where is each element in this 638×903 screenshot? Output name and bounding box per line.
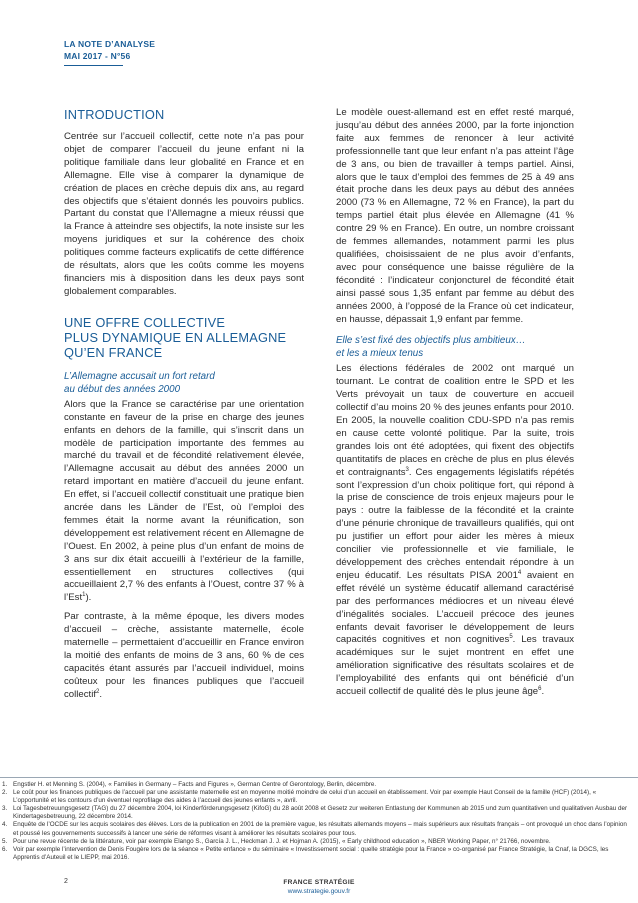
footnote	[2, 838, 630, 846]
paragraph-text: Les élections fédérales de 2002 ont marqué un tournant. Le contrat de coalition entre le SPD et les Verts prévoyait un taux de couverture en accueil collectif d’au moins 20 % des jeunes enfants pour 2010. En 2005, la nouvelle coalition CDU-SPD n’a pas remis en cause cette volonté politique. Par la suite, trois grandes lois ont été adoptées, qui fixent des objectifs quantitatifs de places en crèche de plus en plus élevés et contraignants	[336, 363, 574, 478]
paragraph-text-end: .	[541, 686, 545, 698]
footnote-ref[interactable]: 6	[538, 685, 542, 692]
footnote	[2, 846, 630, 862]
section-heading-line-3: QU’EN FRANCE	[64, 344, 163, 360]
footnotes	[2, 781, 630, 862]
footnote-number: 6.	[2, 845, 8, 853]
footnote-ref[interactable]: 4	[517, 569, 522, 576]
body-paragraph	[64, 611, 304, 701]
footnote	[2, 789, 630, 805]
right-column	[336, 107, 574, 699]
subheading-line-2: au début des années 2000	[64, 383, 181, 395]
subheading-line-1: L’Allemagne accusait un fort retard	[64, 370, 215, 382]
header-rule	[64, 65, 123, 66]
footnote-ref[interactable]: 1	[82, 592, 86, 599]
section-heading	[64, 315, 304, 360]
footnote-number: 2.	[2, 789, 8, 797]
footnote-text: Enquête de l’OCDE sur les acquis scolaires des élèves. Lors de la publication en 2001 de la première vague, les résultats allemands moyens – mais supérieurs aux résultats français – ont provoqué un choc dans l’opinion et poussé les gouvernements successifs à lancer une série de réformes visant à améliorer les résultats scolaires pour tous.	[13, 821, 627, 837]
publication-title: LA NOTE D’ANALYSE	[64, 39, 156, 49]
body-paragraph	[336, 363, 574, 699]
running-header	[64, 38, 155, 66]
body-paragraph: Le modèle ouest-allemand est en effet resté marqué, jusqu’au début des années 2000, par la forte injonction faite aux femmes de renoncer à leur activité professionnelle tant que leur enfant n’a pas atteint l’âge de 3 ans, ou bien de travailler à temps partiel. Ainsi, alors que le taux d’emploi des femmes de 25 à 49 ans était proche dans les deux pays au début des années 2000 (73 % en Allemagne, 72 % en France), la part du temps partiel était plus élevée en Allemagne (41 % contre 29 % en France). En outre, un nombre croissant de femmes allemandes, notamment parmi les plus qualifiées, choisissaient de ne plus avoir d’enfants, avec pour conséquence une baisse régulière de la fécondité : l’indicateur conjoncturel de fécondité était ainsi passé sous 1,35 enfant par femme au début des années 2000, à l’opposé de la France où cet indicateur, en hausse, dépassait 1,9 enfant par femme.	[336, 107, 574, 325]
paragraph-text: Alors que la France se caractérise par une orientation constante en faveur de la prise en charge des jeunes enfants en dehors de la famille, qui s’inscrit dans un modèle de participation importante des femmes au marché du travail et de fécondité relativement élevée, l’Allemagne accusait au début des années 2000 un retard important en matière d’accueil du jeune enfant. En effet, si l’accueil collectif constituait une pratique bien ancrée dans les Länder de l’Est, où l’emploi des femmes était la norme avant la réunification, son développement est relativement récent en Allemagne de l’Ouest. En 2002, à peine plus d’un enfant de moins de 3 ans sur dix était accueilli à l’extérieur de la famille, essentiellement en structures collectives (qui accueillaient 2,7 % des enfants à l’Ouest, contre 37 % à l’Est	[64, 398, 304, 604]
paragraph-text-end: ).	[85, 592, 92, 604]
footnote	[2, 781, 630, 789]
footnote-number: 4.	[2, 821, 8, 829]
page-number: 2	[64, 878, 68, 885]
paragraph-text: avaient en effet révélé un système éducatif allemand caractérisé par des performances médiocres et un niveau élevé d’inégalités sociales. L’accueil précoce des jeunes enfants devait favoriser le développement de leurs capacités cognitives et non cognitives	[336, 569, 574, 646]
footnote-text: Engstler H. et Menning S. (2004), « Families in Germany – Facts and Figures », German Centre of Gerontology, Berlin, décembre.	[13, 781, 377, 788]
footnote-number: 1.	[2, 781, 8, 788]
publication-issue: MAI 2017 - N°56	[64, 51, 131, 61]
footnote-ref[interactable]: 3	[405, 466, 409, 473]
subheading-objectives	[336, 334, 574, 360]
subheading-line-2: et les a mieux tenus	[336, 348, 424, 360]
paragraph-text: Par contraste, à la même époque, les divers modes d’accueil – crèche, assistante maternelle, école maternelle – permettaient d’accueillir en France environ la moitié des enfants de moins de 3 ans, 60 % de ces capacités étant assurés par l’accueil individuel, moins coûteux pour les finances publiques que l’accueil collectif	[64, 611, 304, 700]
footnote-ref[interactable]: 5	[509, 634, 513, 641]
section-heading-line-2: PLUS DYNAMIQUE EN ALLEMAGNE	[64, 329, 287, 345]
subheading-line-1: Elle s’est fixé des objectifs plus ambitieux…	[336, 335, 526, 347]
footnote-number: 3.	[2, 805, 8, 813]
footnote-text: Loi Tagesbetreuungsgesetz (TAG) du 27 décembre 2004, loi Kinderförderungsgesetz (KifoG) du 28 août 2008 et Gesetz zur weiteren Entlastung der Kommunen ab 2015 und zum quantitativen und qualitativen Ausbau der Kindertagesbetreuung, 22 décembre 2014.	[13, 805, 628, 821]
left-column	[64, 107, 304, 702]
paragraph-text-end: .	[99, 688, 103, 700]
publisher-name: FRANCE STRATÉGIE	[283, 879, 355, 886]
introduction-heading: INTRODUCTION	[64, 107, 165, 122]
footnotes-divider	[0, 777, 638, 778]
footnote-text: Voir par exemple l’intervention de Denis Fougère lors de la séance « Petite enfance » du séminaire « Investissement social : quelle stratégie pour la France » co-organisé par France Stratégie, la Cnaf, la DGCS, les Apprentis d’Auteuil et le LIEPP, mai 2016.	[13, 845, 609, 861]
paragraph-text: . Ces engagements législatifs répétés sont l’expression d’un choix politique fort, qui répond à la prise de conscience de trois enjeux majeurs pour le pays : outre la faiblesse de la fécondité et la crainte d’une pénurie chronique de travailleurs qualifiés, qui ont pu justifier un effort pour aider les mères à mieux concilier vie professionnelle et vie familiale, le développement des crèches entendait répondre à un enjeu éducatif. Les résultats PISA 2001	[336, 466, 574, 581]
section-heading-line-1: UNE OFFRE COLLECTIVE	[64, 314, 226, 330]
paragraph-text: . Les travaux académiques sur le sujet montrent en effet une amélioration significative des résultats scolaires et de l’employabilité des enfants qui ont bénéficié d’un accueil collectif de qualité dès le plus jeune âge	[336, 634, 574, 698]
publisher-footer	[0, 878, 638, 896]
body-paragraph	[64, 399, 304, 606]
footnote-ref[interactable]: 2	[96, 688, 100, 695]
footnote	[2, 805, 630, 821]
subheading-germany-delay	[64, 370, 304, 396]
publisher-url-link[interactable]: www.strategie.gouv.fr	[287, 888, 351, 895]
introduction-paragraph: Centrée sur l’accueil collectif, cette note n’a pas pour objet de comparer l’accueil du jeune enfant ni la politique familiale dans leur globalité en France et en Allemagne. Elle vise à comparer la dynamique de création de places en crèche depuis dix ans, au regard des objectifs que s’étaient donnés les pouvoirs publics. Partant du constat que l’Allemagne a mieux réussi que la France à atteindre ses objectifs, la note insiste sur les moyens juridiques et sur la cohérence des choix politiques comme facteurs explicatifs de cette différence de résultats, alors que les coûts comme les moyens financiers mis à disposition dans les deux pays sont globalement comparables.	[64, 131, 304, 297]
footnote-text: Pour une revue récente de la littérature, voir par exemple Elango S., García J. L., Heckman J. J. et Hojman A. (2015), « Early childhood education », NBER Working Paper, n° 21766, novembre.	[13, 837, 551, 845]
footnote	[2, 821, 630, 837]
footnote-text: Le coût pour les finances publiques de l’accueil par une assistante maternelle est en moyenne moitié moindre de celui d’un accueil en établissement. Voir par exemple Haut Conseil de la famille (HCF) (2014), « L’opportunité et les contours d’un éventuel reprofilage des aides à l’accueil des jeunes enfants », avril.	[13, 789, 597, 805]
footnote-number: 5.	[2, 837, 8, 845]
